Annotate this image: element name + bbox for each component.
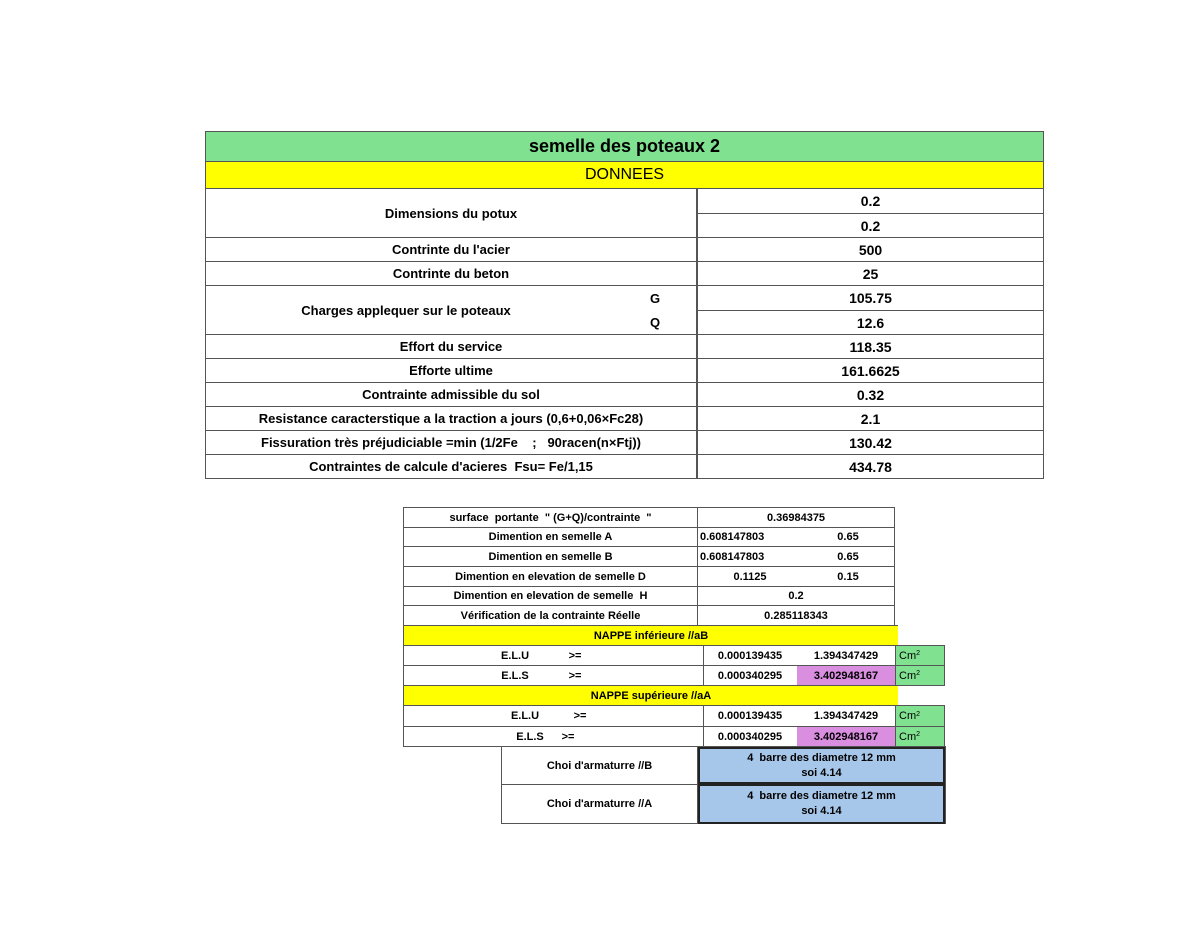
elevation-d-rounded: 0.15: [837, 570, 859, 583]
charges-label: Charges applequer sur le poteaux: [301, 302, 511, 318]
nappe-superieure-title: NAPPE supérieure //aA: [404, 686, 898, 705]
nappe-inferieure-title: NAPPE inférieure //aB: [404, 626, 898, 645]
sup-elu-value: 0.000139435: [717, 710, 783, 722]
traction-label: Resistance caracterstique a la traction a jours (0,6+0,06×Fc28): [258, 411, 644, 426]
choix-a-label: Choi d'armaturre //A: [546, 798, 653, 810]
page-title: semelle des poteaux 2: [206, 132, 1043, 161]
inf-els-label: E.L.S: [501, 669, 529, 682]
inf-els-value: 0.000340295: [717, 669, 783, 682]
acier-value: 500: [858, 241, 883, 258]
beton-value: 25: [862, 265, 879, 282]
surface-value: 0.36984375: [766, 511, 826, 524]
elevation-d-label: Dimention en elevation de semelle D: [455, 570, 646, 583]
sup-els-label: E.L.S: [516, 730, 544, 743]
service-label: Effort du service: [399, 339, 503, 354]
inf-els-unit: Cm $^2$: [896, 666, 944, 685]
acier-label: Contrinte du l'acier: [392, 242, 510, 257]
sup-els-unit: Cm $^2$: [896, 727, 944, 746]
sol-label: Contrainte admissible du sol: [362, 387, 540, 402]
section-title-donnees: DONNEES: [206, 162, 1043, 188]
sup-elu-label: E.L.U: [510, 710, 540, 722]
sup-elu-operator: >=: [573, 710, 587, 722]
calcul-value: 434.78: [849, 458, 892, 475]
dimensions-label: Dimensions du potux: [384, 205, 518, 221]
sup-els-operator: >=: [561, 730, 575, 743]
elevation-h-label: Dimention en elevation de semelle H: [453, 590, 648, 602]
dimensions-value-2: 0.2: [860, 217, 881, 234]
sup-els-cm2: 3.402948167: [797, 727, 895, 746]
surface-label: surface portante " (G+Q)/contrainte ": [449, 511, 652, 524]
service-value: 118.35: [849, 338, 892, 355]
verification-label: Vérification de la contrainte Réelle: [460, 609, 641, 622]
fissuration-label: Fissuration très préjudiciable =min (1/2Fe ; 90racen(n×Ftj)): [261, 435, 641, 450]
elevation-d-value: 0.1125: [733, 570, 767, 583]
fissuration-value: 130.42: [849, 434, 892, 451]
inf-elu-operator: >=: [568, 649, 582, 662]
ultime-value: 161.6625: [841, 362, 900, 379]
elevation-h-value: 0.2: [788, 590, 804, 602]
choix-a-line1: 4 barre des diametre 12 mm: [747, 790, 896, 802]
inf-els-cm2: 3.402948167: [797, 666, 895, 685]
charge-g-label: G: [649, 290, 661, 306]
verification-value: 0.285118343: [764, 609, 828, 622]
inf-elu-unit: Cm $^2$: [896, 646, 944, 665]
charge-q-label: Q: [649, 315, 661, 330]
choix-a-result: [698, 784, 945, 824]
inf-elu-value: 0.000139435: [717, 649, 783, 662]
traction-value: 2.1: [860, 410, 881, 427]
choix-b-label: Choi d'armaturre //B: [546, 759, 653, 772]
choix-a-line2: soi 4.14: [801, 805, 842, 817]
sol-value: 0.32: [856, 386, 885, 403]
inf-els-operator: >=: [568, 669, 582, 682]
dim-a-label: Dimention en semelle A: [488, 531, 613, 543]
inf-elu-cm2: 1.394347429: [813, 649, 879, 662]
sup-els-value: 0.000340295: [717, 730, 783, 743]
charge-q-value: 12.6: [856, 314, 885, 331]
dim-a-value: 0.608147803: [700, 531, 765, 543]
choix-b-result: [698, 747, 945, 784]
dim-b-label: Dimention en semelle B: [488, 550, 613, 563]
choix-b-line2: soi 4.14: [801, 766, 842, 779]
calcul-label: Contraintes de calcule d'acieres Fsu= Fe/1,15: [309, 459, 593, 474]
dim-a-rounded: 0.65: [837, 531, 859, 543]
choix-b-line1: 4 barre des diametre 12 mm: [747, 751, 896, 764]
sup-elu-cm2: 1.394347429: [813, 710, 879, 722]
dim-b-value: 0.608147803: [700, 550, 765, 563]
inf-elu-label: E.L.U: [500, 649, 530, 662]
dimensions-value-1: 0.2: [860, 193, 881, 209]
charge-g-value: 105.75: [849, 290, 892, 306]
sup-elu-unit: Cm $^2$: [896, 706, 944, 726]
dim-b-rounded: 0.65: [837, 550, 859, 563]
ultime-label: Efforte ultime: [409, 363, 493, 378]
beton-label: Contrinte du beton: [392, 266, 510, 281]
